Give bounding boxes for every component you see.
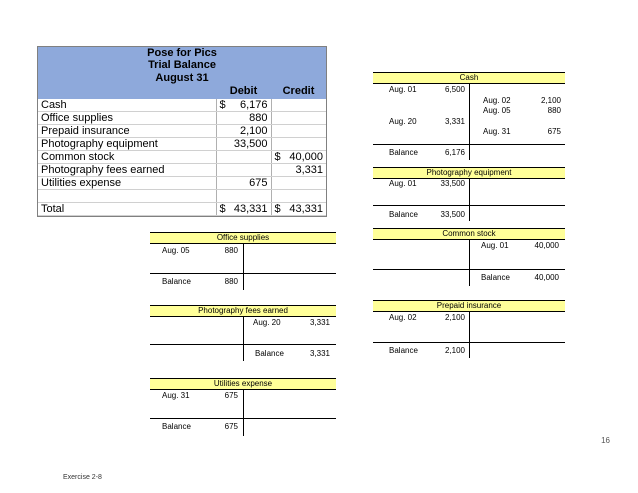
t-account-divider — [243, 389, 244, 436]
entry-date: Aug. 20 — [253, 318, 281, 327]
header-debit: Debit — [216, 85, 271, 99]
total-credit: $ 43,331 — [271, 203, 326, 216]
balance-amount: 2,100 — [444, 346, 465, 355]
balance-amount: 40,000 — [534, 273, 559, 282]
debit-amount: 2,100 — [216, 125, 271, 138]
entry-date: Aug. 05 — [162, 246, 190, 255]
balance-label: Balance — [389, 210, 418, 219]
credit-amount — [271, 177, 326, 190]
entry-amount: 880 — [547, 106, 561, 115]
table-row — [38, 138, 326, 151]
entry-date: Aug. 31 — [162, 391, 190, 400]
trial-balance — [37, 46, 327, 217]
balance-label: Balance — [162, 422, 191, 431]
account-name: Office supplies — [38, 112, 216, 125]
debit-amount: 33,500 — [216, 138, 271, 151]
entry-amount: 2,100 — [540, 96, 561, 105]
balance-amount: 3,331 — [309, 349, 330, 358]
entry-amount: 3,331 — [309, 318, 330, 327]
t-account-divider — [469, 83, 470, 160]
t-account-balance-line — [373, 342, 565, 343]
balance-label: Balance — [389, 346, 418, 355]
entry-date: Aug. 05 — [483, 106, 511, 115]
table-row — [38, 99, 326, 112]
balance-amount: 675 — [224, 422, 238, 431]
footer-label: Exercise 2-8 — [63, 474, 102, 481]
entry-amount: 6,500 — [444, 85, 465, 94]
t-account-office-supplies — [150, 232, 336, 290]
entry-amount: 3,331 — [444, 117, 465, 126]
t-account-balance-line — [150, 273, 336, 274]
t-account-common-stock — [373, 228, 565, 286]
account-name: Cash — [38, 99, 216, 112]
entry-amount: 33,500 — [440, 179, 465, 188]
balance-amount: 6,176 — [444, 148, 465, 157]
t-account-cash — [373, 72, 565, 160]
account-name: Photography fees earned — [38, 164, 216, 177]
debit-amount — [216, 151, 271, 164]
t-account-title: Common stock — [373, 228, 565, 240]
debit-amount: 880 — [216, 112, 271, 125]
t-account-divider — [243, 243, 244, 290]
header-credit: Credit — [271, 85, 326, 99]
entry-date: Aug. 02 — [389, 313, 417, 322]
table-row — [38, 151, 326, 164]
balance-label: Balance — [389, 148, 418, 157]
t-account-divider — [469, 178, 470, 221]
entry-amount: 675 — [224, 391, 238, 400]
t-account-title: Office supplies — [150, 232, 336, 244]
table-row-spacer — [38, 190, 326, 203]
entry-amount: 880 — [224, 246, 238, 255]
trial-balance-table — [38, 85, 326, 216]
credit-amount — [271, 99, 326, 112]
trial-balance-date: August 31 — [38, 71, 326, 85]
t-account-balance-line — [150, 344, 336, 345]
t-account-divider — [243, 316, 244, 361]
entry-amount: 675 — [547, 127, 561, 136]
credit-amount — [271, 125, 326, 138]
page-number: 16 — [601, 436, 610, 445]
credit-amount — [271, 112, 326, 125]
credit-amount: $ 40,000 — [271, 151, 326, 164]
t-account-utilities-expense — [150, 378, 336, 436]
entry-date: Aug. 20 — [389, 117, 417, 126]
t-account-title: Cash — [373, 72, 565, 84]
credit-amount — [271, 138, 326, 151]
trial-balance-column-headers — [38, 85, 326, 99]
t-account-balance-line — [373, 269, 565, 270]
entry-amount: 40,000 — [534, 241, 559, 250]
t-account-title: Photography fees earned — [150, 305, 336, 317]
trial-balance-subtitle: Trial Balance — [38, 59, 326, 71]
account-name: Prepaid insurance — [38, 125, 216, 138]
table-row — [38, 112, 326, 125]
t-account-balance-line — [373, 205, 565, 206]
table-row — [38, 125, 326, 138]
t-account-divider — [469, 239, 470, 286]
t-account-title: Photography equipment — [373, 167, 565, 179]
debit-amount: $ 6,176 — [216, 99, 271, 112]
balance-label: Balance — [255, 349, 284, 358]
debit-amount — [216, 164, 271, 177]
entry-date: Aug. 01 — [389, 179, 417, 188]
t-account-title: Prepaid insurance — [373, 300, 565, 312]
t-account-balance-line — [150, 418, 336, 419]
debit-amount: 675 — [216, 177, 271, 190]
entry-date: Aug. 01 — [389, 85, 417, 94]
table-row — [38, 164, 326, 177]
trial-balance-company: Pose for Pics — [38, 47, 326, 59]
t-account-balance-line — [373, 144, 565, 145]
balance-amount: 880 — [224, 277, 238, 286]
t-account-photography-equipment — [373, 167, 565, 221]
total-debit: $ 43,331 — [216, 203, 271, 216]
entry-date: Aug. 31 — [483, 127, 511, 136]
total-label: Total — [38, 203, 216, 216]
table-row — [38, 177, 326, 190]
t-account-photography-fees-earned — [150, 305, 336, 361]
table-row-total — [38, 203, 326, 216]
entry-date: Aug. 02 — [483, 96, 511, 105]
entry-amount: 2,100 — [444, 313, 465, 322]
balance-label: Balance — [481, 273, 510, 282]
t-account-title: Utilities expense — [150, 378, 336, 390]
account-name: Utilities expense — [38, 177, 216, 190]
account-name: Photography equipment — [38, 138, 216, 151]
entry-date: Aug. 01 — [481, 241, 509, 250]
account-name: Common stock — [38, 151, 216, 164]
header-account — [38, 85, 216, 99]
balance-amount: 33,500 — [440, 210, 465, 219]
balance-label: Balance — [162, 277, 191, 286]
credit-amount: 3,331 — [271, 164, 326, 177]
t-account-prepaid-insurance — [373, 300, 565, 358]
t-account-divider — [469, 311, 470, 358]
